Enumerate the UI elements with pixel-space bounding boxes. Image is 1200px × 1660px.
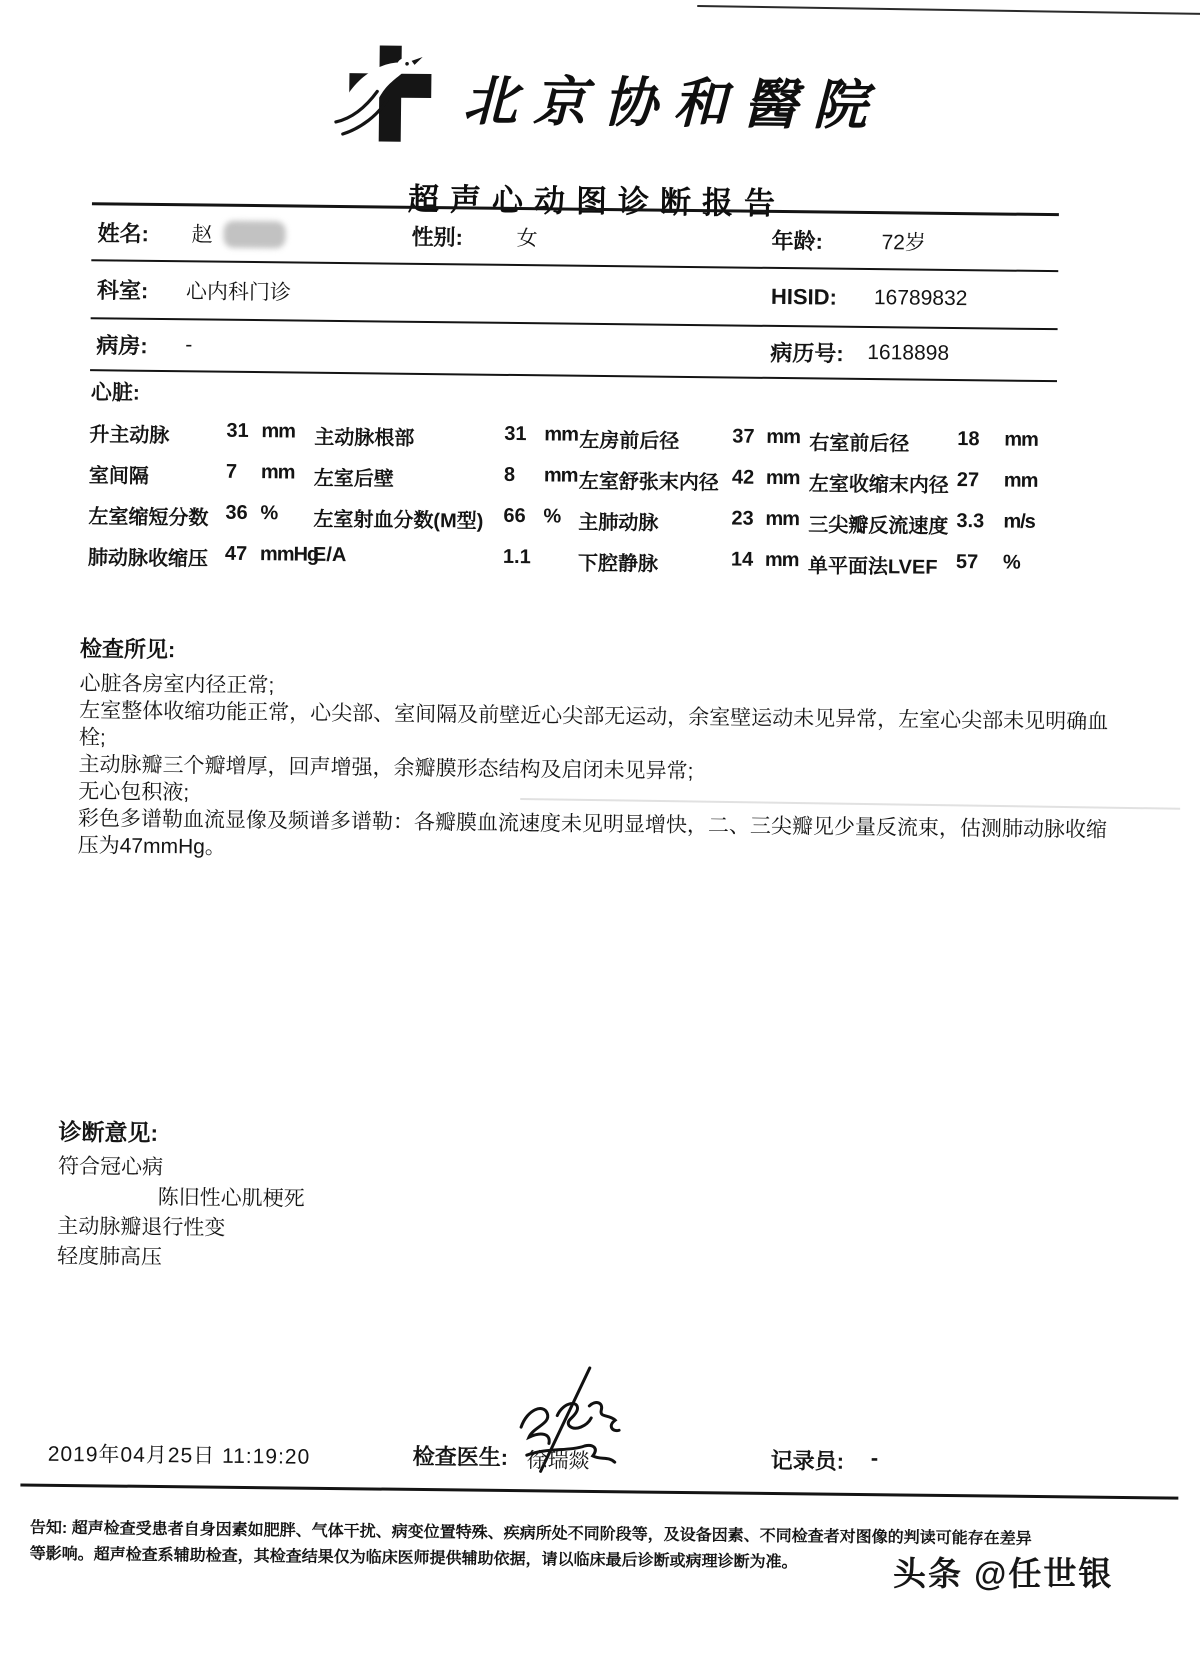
- measurement-label: 升主动脉: [89, 424, 170, 448]
- measurement-unit: mm: [766, 425, 801, 449]
- watermark: 头条 @任世银: [893, 1555, 1114, 1592]
- measurement-label: 三尖瓣反流速度: [808, 514, 949, 538]
- measurement-label: 右室前后径: [809, 432, 910, 456]
- department-label: 科室:: [96, 277, 149, 304]
- recorder-label: 记录员:: [770, 1447, 845, 1474]
- measurement-label: 肺动脉收缩压: [87, 547, 209, 571]
- measurement-label: 单平面法LVEF: [807, 555, 938, 579]
- measurement-label: 主肺动脉: [578, 511, 659, 535]
- measurement-label: 左室舒张末内径: [578, 470, 719, 495]
- measurement-value: 18: [957, 428, 980, 451]
- measurement-value: 27: [956, 469, 980, 492]
- measurement-value: 14: [730, 548, 754, 571]
- findings-section-title: 检查所见:: [79, 636, 176, 663]
- diagnosis-line: 陈旧性心肌梗死: [157, 1186, 305, 1211]
- measurement-value: 3.3: [956, 510, 985, 533]
- name-redaction-blur: [223, 221, 285, 249]
- measurement-unit: mmHg: [259, 543, 319, 566]
- heart-section-label: 心脏:: [90, 381, 140, 405]
- patient-info-row: [90, 319, 1058, 382]
- measurement-value: 8: [503, 463, 516, 487]
- measurement-label: 左室后壁: [313, 467, 394, 491]
- measurement-label: 主动脉根部: [314, 426, 415, 450]
- measurement-label: 下腔静脉: [577, 552, 659, 576]
- measurement-unit: %: [1002, 551, 1020, 574]
- notice-text: 超声检查受患者自身因素如肥胖、气体干扰、病变位置特殊、疾病所处不同阶段等，及设备因素、不同检查者对图像的判读可能存在差异等影响。超声检查系辅助检查，其检查结果仅为临床医师提供辅助依据，请以临床最后诊断或病理诊断为准。: [29, 1520, 1032, 1572]
- findings-line: 无心包积液;: [78, 780, 190, 805]
- scan-edge-artifact: [697, 5, 1200, 15]
- measurement-unit: mm: [261, 420, 296, 443]
- department-value: 心内科门诊: [185, 280, 292, 305]
- diagnosis-line: 轻度肺高压: [56, 1244, 163, 1270]
- findings-line: 主动脉瓣三个瓣增厚，回声增强，余瓣膜形态结构及启闭未见异常;: [78, 753, 694, 784]
- measurement-unit: %: [260, 502, 278, 525]
- gender-value: 女: [516, 227, 538, 251]
- ward-label: 病房:: [96, 332, 148, 359]
- notice-label: 告知:: [29, 1519, 68, 1538]
- findings-line: 心脏各房室内径正常;: [79, 672, 275, 698]
- findings-text: [78, 670, 1120, 871]
- patient-info-row: [91, 261, 1059, 330]
- measurement-value: 1.1: [502, 545, 531, 569]
- measurement-unit: %: [543, 505, 561, 528]
- age-value: 72岁: [881, 231, 927, 255]
- measurement-value: 37: [732, 425, 755, 448]
- footer-signoff-row: [0, 1431, 1193, 1485]
- measurement-unit: mm: [544, 423, 579, 446]
- measurement-value: 57: [955, 551, 979, 574]
- measurements-grid: [88, 410, 1170, 586]
- patient-name-label: 姓名:: [97, 220, 150, 247]
- doctor-label: 检查医生:: [412, 1443, 509, 1470]
- doctor-name: 徐瑞燚: [526, 1449, 590, 1473]
- measurement-value: 47: [224, 542, 248, 565]
- diagnosis-line: 主动脉瓣退行性变: [57, 1214, 226, 1240]
- findings-line: 左室整体收缩功能正常，心尖部、室间隔及前壁近心尖部无运动，余室壁运动未见异常，左室心尖部未见明确血栓;: [78, 699, 1109, 750]
- findings-line: 彩色多谱勒血流显像及频谱多谱勒：各瓣膜血流速度未见明显增快，二、三尖瓣见少量反流束，估测肺动脉收缩压为47mmHg。: [77, 807, 1108, 859]
- measurement-unit: mm: [1003, 469, 1038, 492]
- measurement-value: 7: [225, 460, 238, 483]
- measurement-unit: mm: [765, 466, 800, 490]
- measurement-value: 36: [225, 501, 248, 524]
- hisid-value: 16789832: [873, 286, 968, 311]
- diagnosis-text: [57, 1152, 305, 1275]
- measurement-label: 左室缩短分数: [88, 506, 209, 530]
- ward-value: -: [185, 333, 193, 357]
- hisid-label: HISID:: [770, 283, 838, 310]
- report-title: 超声心动图诊断报告: [407, 181, 787, 222]
- diagnosis-section-title: 诊断意见:: [58, 1118, 159, 1147]
- measurement-unit: mm: [543, 464, 578, 487]
- measurement-label: 左室射血分数(M型): [313, 508, 484, 533]
- measurement-label: 室间隔: [88, 465, 149, 488]
- measurement-value: 31: [226, 419, 249, 442]
- measurement-value: 23: [731, 507, 754, 530]
- record-number-label: 病历号:: [770, 340, 844, 367]
- measurement-value: 66: [503, 504, 526, 528]
- hospital-name: 北京协和醫院: [462, 68, 884, 138]
- gender-label: 性别:: [411, 224, 464, 250]
- measurement-label: 左室收缩末内径: [808, 473, 949, 497]
- recorder-value: -: [870, 1445, 879, 1471]
- measurement-unit: mm: [1004, 428, 1039, 451]
- hospital-logo-cross-dove-icon: [333, 43, 438, 149]
- report-header: [8, 39, 1200, 158]
- disclaimer-notice: [29, 1516, 1035, 1579]
- measurement-label: 左房前后径: [579, 429, 680, 453]
- measurement-unit: mm: [764, 548, 799, 572]
- measurement-value: 31: [504, 422, 527, 446]
- measurement-unit: m/s: [1003, 510, 1036, 533]
- record-number-value: 1618898: [867, 341, 950, 365]
- age-label: 年龄:: [771, 228, 824, 254]
- report-datetime: 2019年04月25日 11:19:20: [47, 1442, 311, 1469]
- measurement-unit: mm: [765, 507, 800, 531]
- patient-name-value: 赵: [191, 223, 213, 247]
- footer-divider: [20, 1483, 1178, 1499]
- patient-info-table: [90, 202, 1059, 382]
- measurement-unit: mm: [260, 461, 295, 484]
- measurement-label: E/A: [312, 543, 347, 567]
- diagnosis-line: 符合冠心病: [57, 1154, 164, 1180]
- measurement-value: 42: [731, 466, 755, 489]
